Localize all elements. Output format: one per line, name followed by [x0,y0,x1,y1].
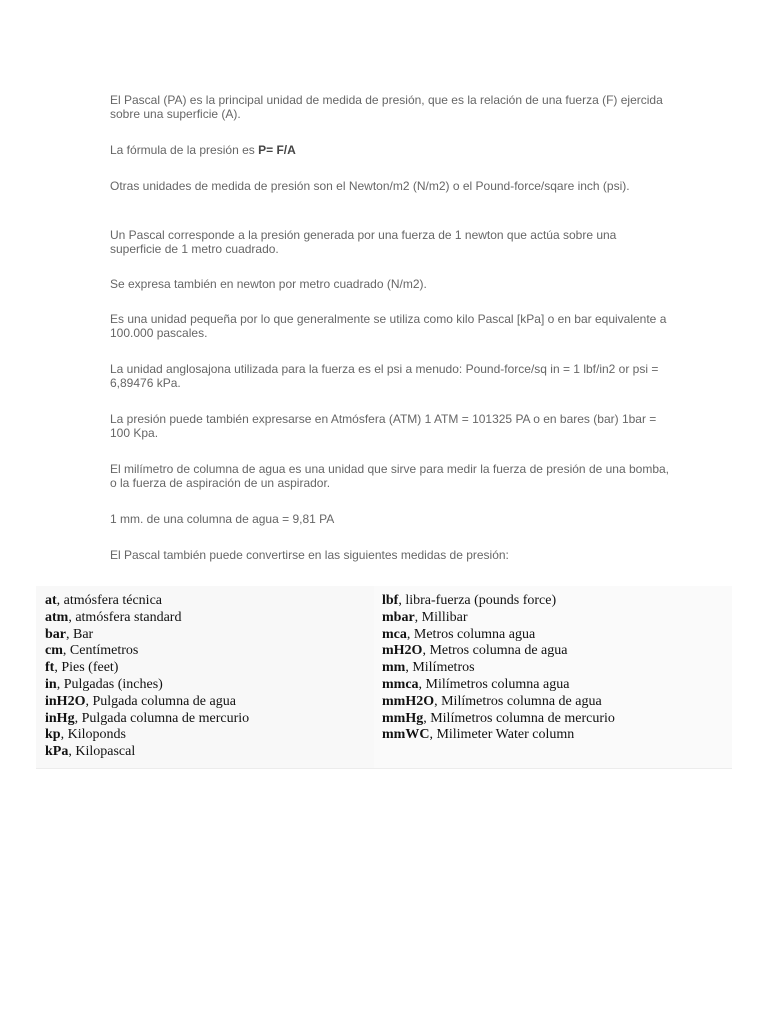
paragraph-other-units [110,179,670,207]
unit-desc: , Metros columna de agua [422,643,568,659]
unit-abbr: inH2O [45,693,86,709]
paragraph-psi [110,362,670,390]
unit-item [382,627,732,644]
units-column-left [36,586,374,768]
unit-desc: , Centímetros [62,643,139,659]
paragraph-text: El milímetro de columna de agua es una unidad que sirve para medir la fuerza de presión de una bomba, o la fuerza de aspiración de un aspirador. [110,462,670,490]
unit-desc: , Kilopascal [68,744,136,760]
unit-abbr: in [45,676,57,692]
unit-item [382,660,732,677]
paragraph-intro [110,93,670,121]
paragraph-atmosphere [110,412,670,440]
unit-desc: , Bar [66,626,94,642]
unit-desc: , libra-fuerza (pounds force) [398,593,557,608]
paragraph-conversion-intro [110,548,670,562]
unit-abbr: bar [45,626,66,642]
article-body [110,93,670,562]
paragraph-text: Es una unidad pequeña por lo que generalmente se utiliza como kilo Pascal [kPa] o en bar equivalente a 100.000 pascales. [110,312,667,340]
unit-item [45,627,374,644]
unit-item [382,593,732,610]
unit-item [45,677,374,694]
paragraph-text: El Pascal (PA) es la principal unidad de medida de presión, que es la relación de una fuerza (F) ejercida sobre una superficie (A). [110,93,663,121]
paragraph-text: Se expresa también en newton por metro cuadrado (N/m2). [110,277,427,291]
unit-item [45,593,374,610]
unit-abbr: atm [45,609,69,625]
unit-desc: , Milímetros [405,660,475,676]
paragraph-formula [110,143,670,157]
unit-item [45,711,374,728]
unit-desc: , Kiloponds [60,727,126,743]
unit-desc: , Milímetros columna de mercurio [423,710,615,726]
paragraph-newton-per-m2 [110,277,670,291]
unit-desc: , Metros columna agua [406,626,536,642]
unit-abbr: mmHg [382,710,424,726]
paragraph-text: Un Pascal corresponde a la presión generada por una fuerza de 1 newton que actúa sobre una superficie de 1 metro cuadrado. [110,228,617,256]
unit-item [45,660,374,677]
paragraph-water-column-value [110,512,670,526]
paragraph-water-column [110,462,670,490]
unit-item [382,727,732,744]
unit-abbr: mmWC [382,727,430,743]
units-column-right [374,586,732,768]
unit-abbr: mm [382,660,406,676]
unit-abbr: kp [45,727,61,743]
unit-desc: , Pulgadas (inches) [56,676,163,692]
unit-abbr: inHg [45,710,75,726]
unit-desc: , atmósfera técnica [56,593,162,608]
unit-item [382,677,732,694]
unit-item [45,744,374,761]
unit-desc: , Pulgada columna de mercurio [74,710,250,726]
unit-abbr: cm [45,643,63,659]
unit-abbr: mmH2O [382,693,435,709]
unit-item [45,610,374,627]
unit-desc: , Millibar [414,609,468,625]
unit-item [382,694,732,711]
formula-text: P= F/A [258,143,296,157]
unit-abbr: mbar [382,609,415,625]
paragraph-text: El Pascal también puede convertirse en las siguientes medidas de presión: [110,548,509,562]
paragraph-text: La unidad anglosajona utilizada para la fuerza es el psi a menudo: Pound-force/sq in = 1 lbf/in2 or psi = 6,89476 kPa. [110,362,659,390]
paragraph-pascal-definition [110,228,670,256]
units-table [36,586,732,769]
unit-item [382,711,732,728]
unit-abbr: mmca [382,676,419,692]
unit-desc: , Pies (feet) [54,660,119,676]
paragraph-text: Otras unidades de medida de presión son el Newton/m2 (N/m2) o el Pound-force/sqare inch (psi). [110,179,630,193]
unit-abbr: at [45,593,57,608]
unit-item [45,727,374,744]
unit-desc: , Pulgada columna de agua [85,693,236,709]
unit-abbr: mca [382,626,407,642]
paragraph-kilo-pascal [110,312,670,340]
unit-item [382,610,732,627]
paragraph-text: La fórmula de la presión es [110,143,259,157]
unit-abbr: kPa [45,744,69,760]
unit-abbr: ft [45,660,55,676]
unit-desc: , Milímetros columna de agua [434,693,602,709]
unit-item [45,643,374,660]
unit-desc: , atmósfera standard [68,609,182,625]
unit-item [382,643,732,660]
paragraph-text: 1 mm. de una columna de agua = 9,81 PA [110,512,335,526]
paragraph-text: La presión puede también expresarse en Atmósfera (ATM) 1 ATM = 101325 PA o en bares (bar) 1bar = 100 Kpa. [110,412,657,440]
unit-desc: , Milimeter Water column [429,727,575,743]
unit-abbr: lbf [382,593,399,608]
unit-item [45,694,374,711]
unit-abbr: mH2O [382,643,423,659]
unit-desc: , Milímetros columna agua [418,676,570,692]
